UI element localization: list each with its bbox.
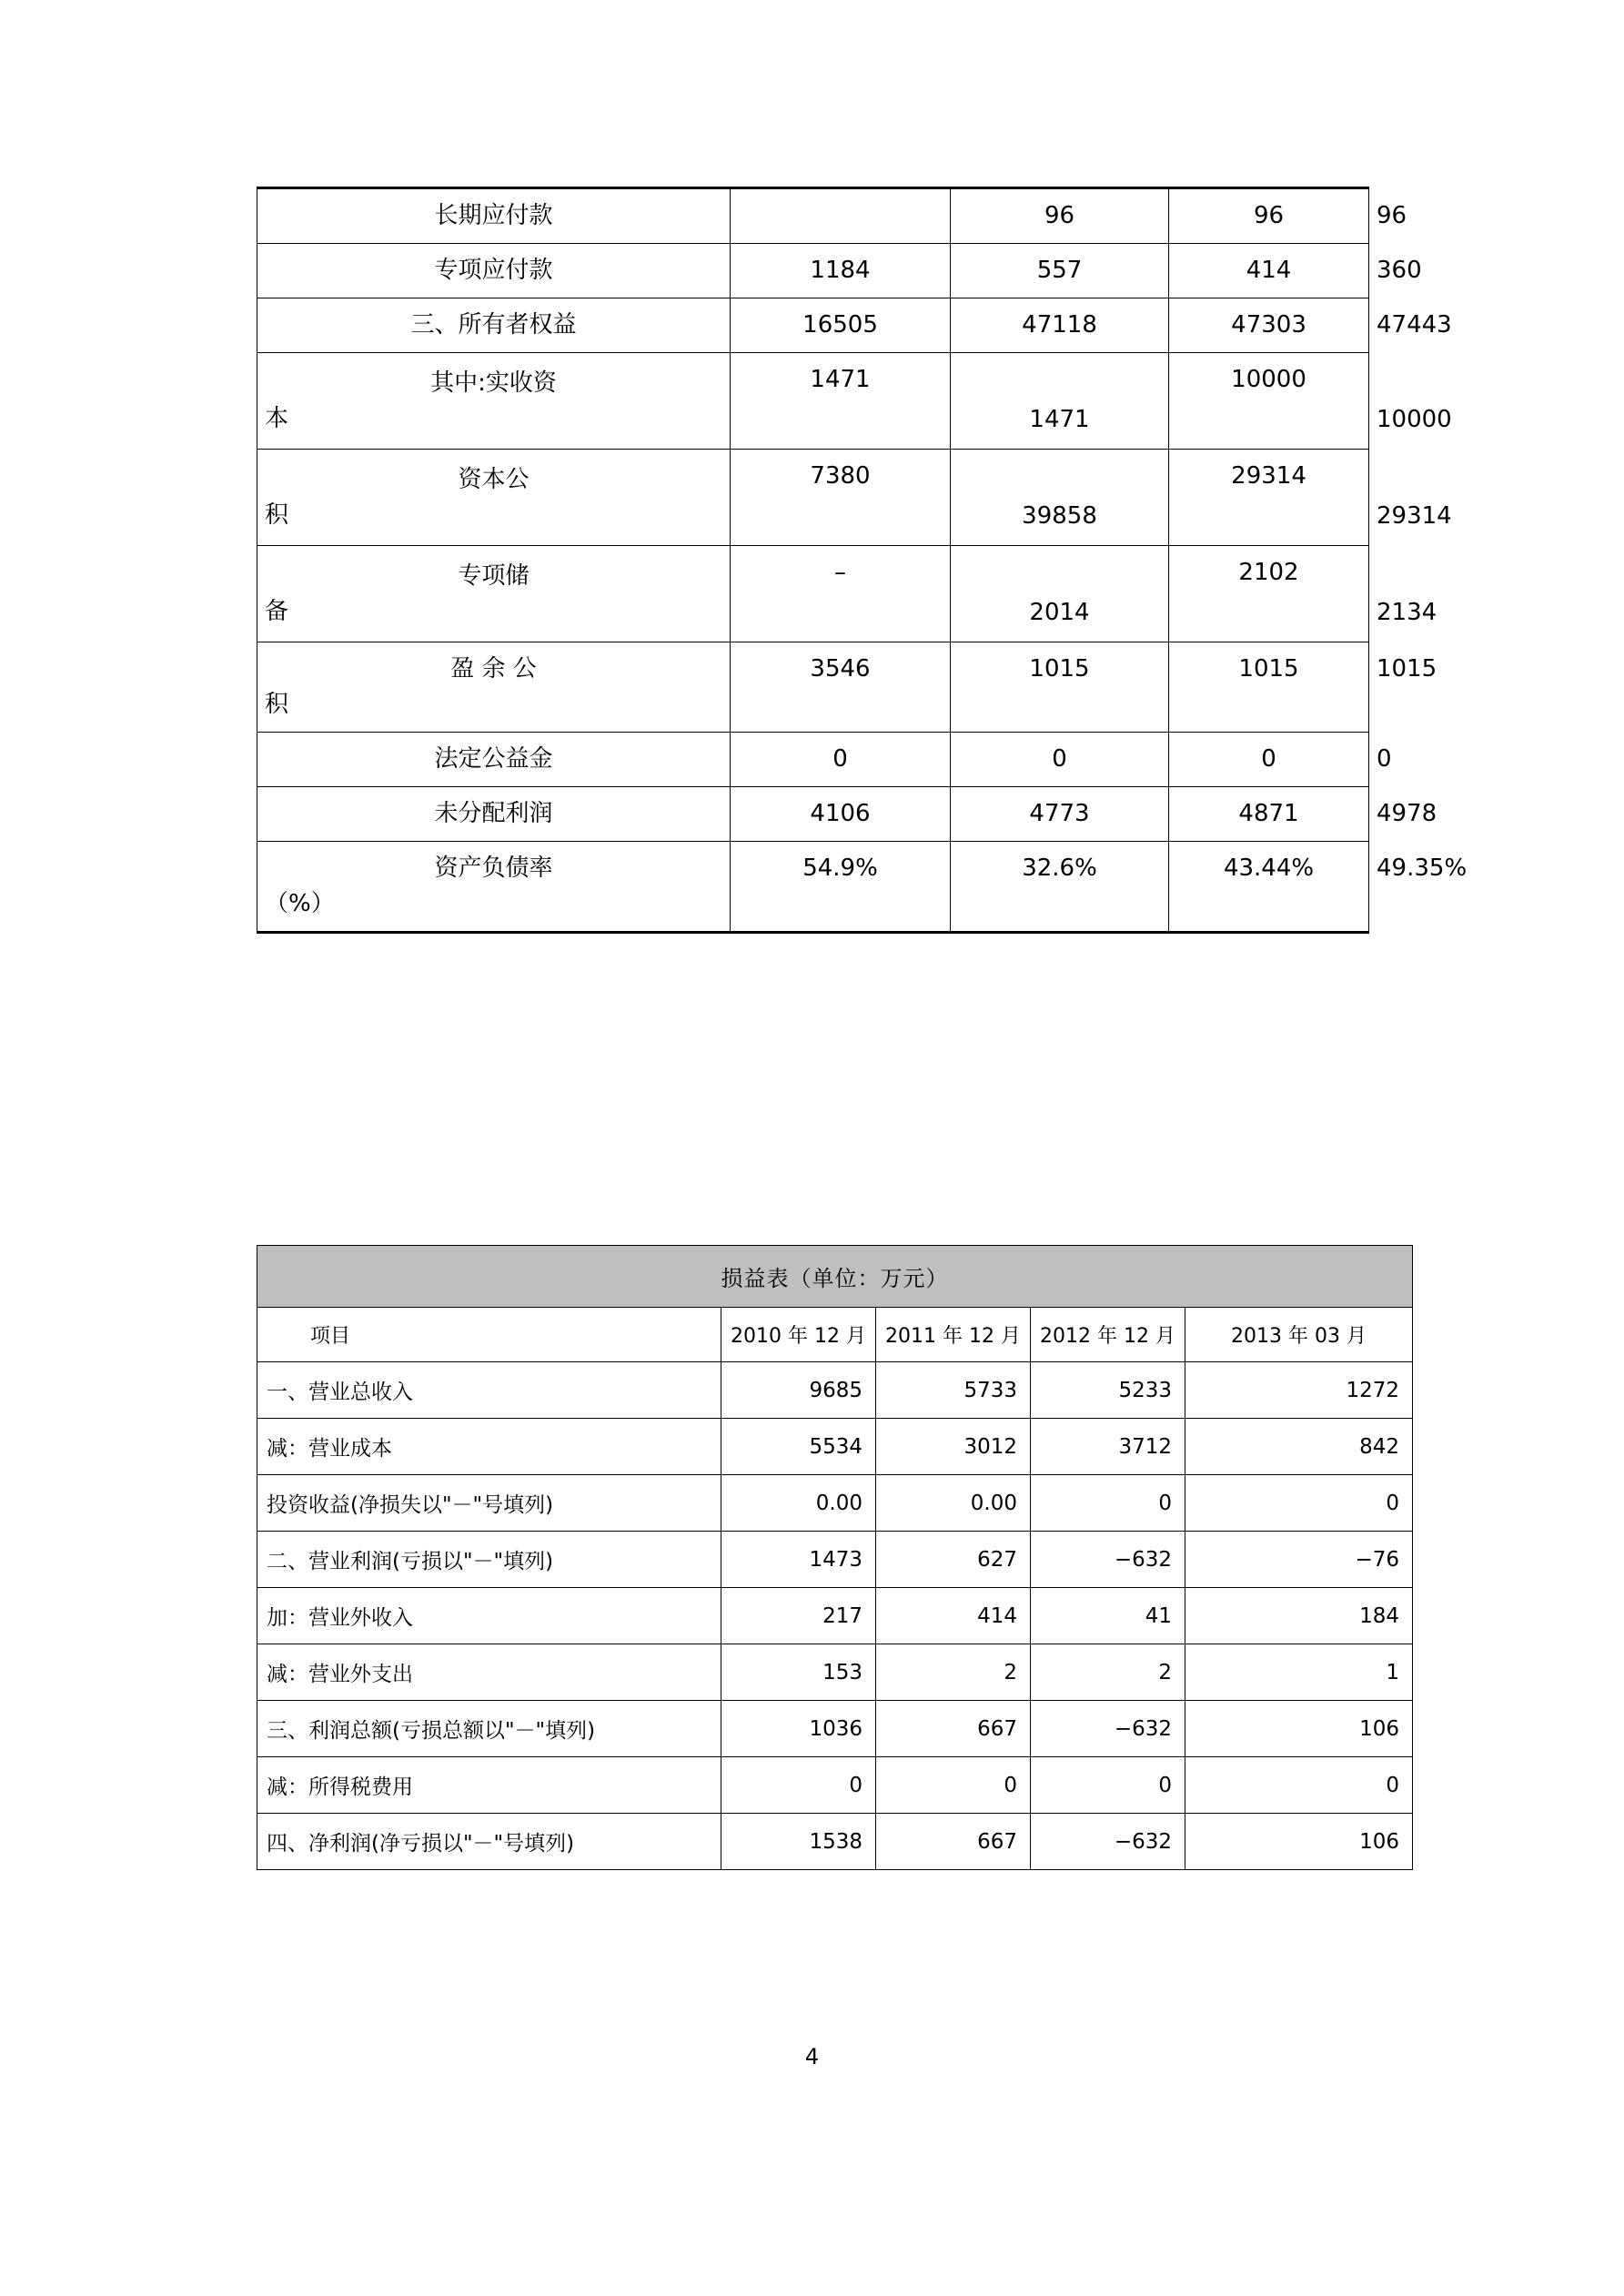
row-value: 5233 <box>1031 1362 1185 1419</box>
row-value: 0 <box>1031 1757 1185 1814</box>
table-row <box>257 1588 1413 1644</box>
table-row: 资产负债率 （%） 54.9% 32.6% 43.44% 49.35% <box>257 842 1369 933</box>
row-value: 0 <box>731 733 951 787</box>
row-value: 1538 <box>721 1814 876 1870</box>
row-value: 842 <box>1185 1419 1413 1475</box>
table-row: 盈 余 公 积 3546 1015 1015 1015 <box>257 642 1369 733</box>
table-row <box>257 1644 1413 1701</box>
row-label: 三、利润总额(亏损总额以"－"填列) <box>257 1701 721 1757</box>
row-value: 0.00 <box>721 1475 876 1532</box>
row-value: 5534 <box>721 1419 876 1475</box>
balance-sheet-continued-table <box>257 187 1468 934</box>
row-value: 153 <box>721 1644 876 1701</box>
table-row <box>257 1475 1413 1532</box>
row-value: 1015 <box>951 642 1169 733</box>
row-value: 2102 <box>1169 546 1369 642</box>
row-label <box>257 450 731 546</box>
row-value: 47303 <box>1169 298 1369 353</box>
table-row: 其中:实收资 本 1471 1471 10000 10000 <box>257 353 1369 450</box>
row-value: −76 <box>1185 1532 1413 1588</box>
row-value: 0 <box>1185 1757 1413 1814</box>
table-row: 三、所有者权益 16505 47118 47303 47443 <box>257 298 1369 353</box>
row-value: 0 <box>876 1757 1031 1814</box>
row-value: 0 <box>1169 733 1369 787</box>
row-label: 法定公益金 <box>257 733 731 787</box>
row-value: 29314 <box>1169 450 1369 546</box>
row-label: 四、净利润(净亏损以"－"号填列) <box>257 1814 721 1870</box>
table-header-row <box>257 1308 1413 1362</box>
row-value: 7380 <box>731 450 951 546</box>
row-value: −632 <box>1031 1532 1185 1588</box>
row-label-line1: 资本公 <box>458 465 530 493</box>
table-row <box>257 1757 1413 1814</box>
table-row <box>257 1701 1413 1757</box>
row-value: 9685 <box>721 1362 876 1419</box>
row-value: 10000 <box>1169 353 1369 450</box>
row-label: 加：营业外收入 <box>257 1588 721 1644</box>
row-value: 106 <box>1185 1701 1413 1757</box>
row-value: 32.6% <box>951 842 1169 933</box>
row-label: 投资收益(净损失以"－"号填列) <box>257 1475 721 1532</box>
column-header-2011: 2011 年 12 月 <box>876 1308 1031 1362</box>
row-value: 1471 <box>951 353 1169 450</box>
table-row: 资本公 积 7380 39858 29314 29314 <box>257 450 1369 546</box>
row-value: −632 <box>1031 1814 1185 1870</box>
row-value: 2 <box>876 1644 1031 1701</box>
row-label: 一、营业总收入 <box>257 1362 721 1419</box>
row-value: 184 <box>1185 1588 1413 1644</box>
row-label-line1: 盈 余 公 <box>450 655 537 683</box>
column-header-item: 项目 <box>257 1308 721 1362</box>
row-label-line1: 专项储 <box>458 561 530 590</box>
column-header-2012: 2012 年 12 月 <box>1031 1308 1185 1362</box>
row-value: 1 <box>1185 1644 1413 1701</box>
row-label: 减：所得税费用 <box>257 1757 721 1814</box>
row-value: 3712 <box>1031 1419 1185 1475</box>
row-value: 0 <box>1185 1475 1413 1532</box>
row-label: 未分配利润 <box>257 787 731 842</box>
row-value: 47118 <box>951 298 1169 353</box>
row-label: 三、所有者权益 <box>257 298 731 353</box>
row-label <box>257 642 731 733</box>
row-value: 667 <box>876 1701 1031 1757</box>
row-value: 0 <box>951 733 1169 787</box>
table-row: 专项应付款 1184 557 414 360 <box>257 244 1369 298</box>
row-value: 1272 <box>1185 1362 1413 1419</box>
row-value <box>731 188 951 244</box>
row-value: 557 <box>951 244 1169 298</box>
row-value: 3546 <box>731 642 951 733</box>
table-row: 未分配利润 4106 4773 4871 4978 <box>257 787 1369 842</box>
table-row: 专项储 备 – 2014 2102 2134 <box>257 546 1369 642</box>
row-value: 1184 <box>731 244 951 298</box>
row-label-line1: 资产负债率 <box>434 855 553 882</box>
row-value: 1015 <box>1169 642 1369 733</box>
row-value: 0 <box>721 1757 876 1814</box>
row-value: 414 <box>1169 244 1369 298</box>
row-value: 41 <box>1031 1588 1185 1644</box>
row-value: 0 <box>1031 1475 1185 1532</box>
row-value: 5733 <box>876 1362 1031 1419</box>
table-title-row <box>257 1246 1413 1308</box>
row-value: 54.9% <box>731 842 951 933</box>
row-label-line2: 积 <box>265 691 289 718</box>
row-value: 4106 <box>731 787 951 842</box>
row-value: 0.00 <box>876 1475 1031 1532</box>
row-value: 2 <box>1031 1644 1185 1701</box>
column-header-2010: 2010 年 12 月 <box>721 1308 876 1362</box>
row-label-line2: （%） <box>265 890 335 917</box>
table-row <box>257 1419 1413 1475</box>
row-label: 减：营业外支出 <box>257 1644 721 1701</box>
row-value: 1471 <box>731 353 951 450</box>
row-value: 627 <box>876 1532 1031 1588</box>
row-value: 16505 <box>731 298 951 353</box>
row-value: 106 <box>1185 1814 1413 1870</box>
row-label: 二、营业利润(亏损以"－"填列) <box>257 1532 721 1588</box>
row-value: 4773 <box>951 787 1169 842</box>
row-label <box>257 546 731 642</box>
row-value: −632 <box>1031 1701 1185 1757</box>
income-statement-table <box>257 1245 1412 1870</box>
table-row: 法定公益金 0 0 0 0 <box>257 733 1369 787</box>
row-value: 96 <box>1169 188 1369 244</box>
row-value: 414 <box>876 1588 1031 1644</box>
row-label-line1: 其中:实收资 <box>430 369 557 397</box>
row-value: 1473 <box>721 1532 876 1588</box>
table-row <box>257 1814 1413 1870</box>
row-label: 长期应付款 <box>257 188 731 244</box>
row-value: 4871 <box>1169 787 1369 842</box>
row-label: 专项应付款 <box>257 244 731 298</box>
row-value: – <box>731 546 951 642</box>
row-label <box>257 842 731 933</box>
row-label <box>257 353 731 450</box>
row-value: 667 <box>876 1814 1031 1870</box>
row-value: 2014 <box>951 546 1169 642</box>
row-value: 43.44% <box>1169 842 1369 933</box>
row-label-line2: 备 <box>265 597 289 625</box>
page-number: 4 <box>804 2044 820 2069</box>
row-value: 217 <box>721 1588 876 1644</box>
income-statement-title: 损益表（单位：万元） <box>257 1246 1413 1308</box>
row-value: 96 <box>951 188 1169 244</box>
row-label: 减：营业成本 <box>257 1419 721 1475</box>
row-value: 39858 <box>951 450 1169 546</box>
table-row: 长期应付款 96 96 96 <box>257 188 1369 244</box>
table-row <box>257 1362 1413 1419</box>
table-row <box>257 1532 1413 1588</box>
row-label-line2: 本 <box>265 404 289 432</box>
row-value: 1036 <box>721 1701 876 1757</box>
row-label-line2: 积 <box>265 501 289 529</box>
column-header-2013: 2013 年 03 月 <box>1185 1308 1413 1362</box>
row-value: 3012 <box>876 1419 1031 1475</box>
